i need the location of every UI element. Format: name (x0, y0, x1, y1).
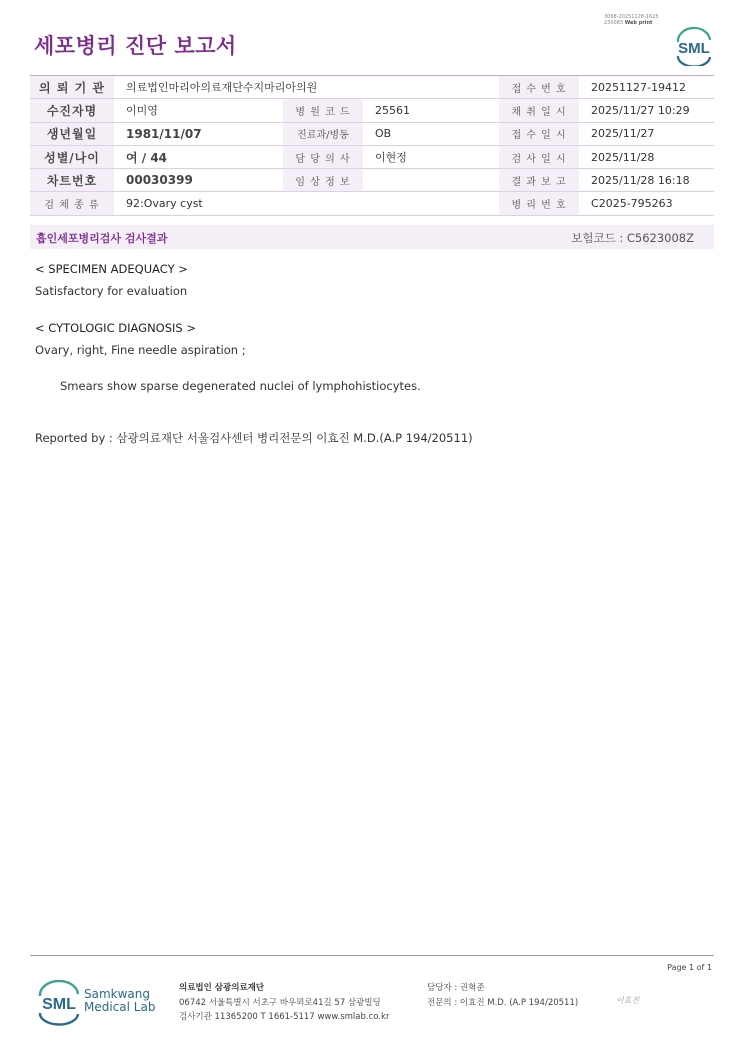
footer-contact: 검사기관 11365200 T 1661-5117 www.smlab.co.kr (179, 1012, 390, 1022)
table-row (30, 99, 714, 122)
insurance-code: 보험코드 : C5623008Z (571, 231, 694, 245)
label-sex-age: 성별/나이 (30, 145, 114, 168)
label-department: 진료과/병동 (283, 122, 363, 145)
label-receipt-number: 접 수 번 호 (499, 76, 579, 99)
samkwang-logo-icon (36, 980, 82, 1026)
table-row (30, 76, 714, 99)
value-hospital-code: 25561 (363, 99, 499, 122)
patient-info-table (30, 75, 714, 216)
label-pathology-number: 병 리 번 호 (499, 192, 579, 215)
value-attending-physician: 이현정 (363, 145, 499, 168)
footer-staff-line2: 전문의 : 이효진 M.D. (A.P 194/20511) (427, 997, 579, 1008)
value-receipt-date: 2025/11/27 (579, 122, 714, 145)
label-attending-physician: 담 당 의 사 (283, 145, 363, 168)
value-department: OB (363, 122, 499, 145)
footer-organization (179, 981, 389, 1025)
value-sex-age: 여 / 44 (114, 145, 283, 168)
value-birth-date: 1981/11/07 (114, 122, 283, 145)
label-patient-name: 수진자명 (30, 99, 114, 122)
footer-brand-line2: Medical Lab (84, 1000, 156, 1014)
reported-by: Reported by : 삼광의료재단 서울검사센터 병리전문의 이효진 M.D.(A.P 194/20511) (35, 431, 473, 445)
footer-org-name: 의료법인 삼광의료재단 (179, 983, 265, 993)
table-row (30, 122, 714, 145)
footer-staff-line1: 담당자 : 권혁준 (427, 983, 485, 993)
label-collection-datetime: 채 취 일 시 (499, 99, 579, 122)
value-clinical-info (363, 169, 499, 192)
pathologist-signature: 이효진 (616, 996, 640, 1005)
value-chart-number: 00030399 (114, 169, 283, 192)
label-specimen-type: 검 체 종 류 (30, 192, 114, 215)
label-requesting-institution: 의 뢰 기 관 (30, 76, 114, 99)
footer-divider (30, 955, 714, 956)
page-title: 세포병리 진단 보고서 (34, 34, 237, 58)
footer-address: 06742 서울특별시 서초구 바우뫼로41길 57 삼광빌딩 (179, 997, 381, 1008)
footer-brand (84, 988, 155, 1014)
document-code-line1: 3068-20251128-1625 (604, 14, 659, 20)
footer-staff (427, 981, 578, 1010)
value-pathology-number: C2025-795263 (579, 192, 714, 215)
result-section-title: 흡인세포병리검사 검사결과 (36, 232, 168, 245)
label-receipt-date: 접 수 일 시 (499, 122, 579, 145)
web-print-label: Web print (624, 20, 653, 26)
diagnosis-detail: Smears show sparse degenerated nuclei of lymphohistiocytes. (60, 379, 421, 393)
label-chart-number: 차트번호 (30, 169, 114, 192)
table-row (30, 145, 714, 168)
value-requesting-institution: 의료법인마리아의료재단수지마리아의원 (114, 76, 499, 99)
label-result-report: 결 과 보 고 (499, 169, 579, 192)
value-test-date: 2025/11/28 (579, 145, 714, 168)
document-code-line2: 230083 (604, 20, 624, 26)
cytologic-diagnosis-heading: < CYTOLOGIC DIAGNOSIS > (35, 321, 197, 335)
label-test-date: 검 사 일 시 (499, 145, 579, 168)
label-birth-date: 생년월일 (30, 122, 114, 145)
footer-logo-text: SML (42, 996, 76, 1013)
label-clinical-info: 임 상 정 보 (283, 169, 363, 192)
page-number: Page 1 of 1 (667, 963, 712, 972)
value-receipt-number: 20251127-19412 (579, 76, 714, 99)
value-specimen-type: 92:Ovary cyst (114, 192, 499, 215)
document-code (604, 14, 659, 26)
table-row (30, 192, 714, 215)
specimen-adequacy-text: Satisfactory for evaluation (35, 284, 188, 298)
specimen-adequacy-heading: < SPECIMEN ADEQUACY > (35, 262, 188, 276)
sml-logo-text: SML (678, 40, 710, 57)
footer-brand-line1: Samkwang (84, 987, 150, 1001)
value-collection-datetime: 2025/11/27 10:29 (579, 99, 714, 122)
sml-logo-icon (672, 26, 716, 66)
table-row (30, 169, 714, 192)
value-patient-name: 이미영 (114, 99, 283, 122)
label-hospital-code: 병 원 코 드 (283, 99, 363, 122)
value-result-report: 2025/11/28 16:18 (579, 169, 714, 192)
cytologic-diagnosis-text: Ovary, right, Fine needle aspiration ; (35, 343, 246, 357)
